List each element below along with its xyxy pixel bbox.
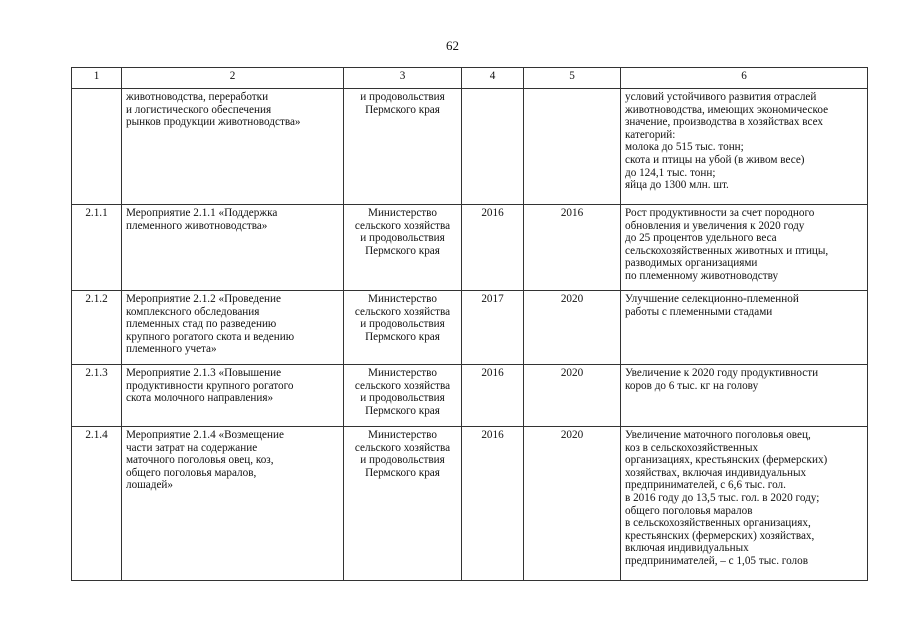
row-number: 2.1.4	[85, 429, 108, 441]
expected-result-line: яйца до 1300 млн. шт.	[625, 179, 729, 192]
executor-line: и продовольствия	[360, 318, 445, 331]
header-row	[72, 68, 868, 89]
start-year: 2016	[481, 207, 504, 219]
expected-result-line: разводимых организациями	[625, 257, 758, 270]
executor-line: Пермского края	[365, 466, 440, 479]
measure-name-cell	[122, 89, 344, 205]
executor-line: Министерство	[368, 367, 437, 379]
table-row	[72, 89, 868, 205]
measure-name-line: лошадей»	[126, 479, 173, 492]
executor-line: и продовольствия	[360, 454, 445, 467]
expected-result-line: Увеличение маточного поголовья овец,	[625, 429, 811, 441]
end-year-cell	[524, 291, 621, 365]
start-year-cell	[462, 365, 524, 427]
executor-line: и продовольствия	[360, 232, 445, 245]
measure-name-line: и логистического обеспечения	[126, 103, 272, 116]
measure-name-line: комплексного обследования	[126, 305, 260, 318]
measure-name-line: продуктивности крупного рогатого	[126, 379, 294, 392]
start-year-cell	[462, 427, 524, 581]
end-year-cell	[524, 205, 621, 291]
row-number: 2.1.1	[85, 207, 108, 219]
executor-line: сельского хозяйства	[354, 219, 451, 232]
row-number-cell	[72, 89, 122, 205]
measure-name-line: маточного поголовья овец, коз,	[126, 454, 274, 467]
executor-line: Министерство	[368, 429, 437, 441]
expected-result-line: в 2016 году до 13,5 тыс. гол. в 2020 году;	[625, 491, 820, 504]
expected-result-line: коз в сельскохозяйственных	[625, 441, 759, 454]
header-cell-5: 5	[524, 68, 621, 89]
expected-result-line: работы с племенными стадами	[625, 305, 773, 318]
expected-result-line: крестьянских (фермерских) хозяйствах,	[625, 529, 815, 542]
executor-cell	[344, 291, 462, 365]
expected-result-line: сельскохозяйственных животных и птицы,	[625, 244, 829, 257]
executor-cell	[344, 365, 462, 427]
executor-line: сельского хозяйства	[354, 441, 451, 454]
expected-result-line: категорий:	[625, 128, 676, 141]
executor-line: Пермского края	[365, 404, 440, 417]
expected-result-line: по племенному животноводству	[625, 269, 779, 282]
header-cell-6: 6	[621, 68, 868, 89]
expected-result-cell	[621, 89, 868, 205]
end-year-cell	[524, 89, 621, 205]
measure-name-line: скота молочного направления»	[126, 392, 274, 405]
start-year: 2017	[481, 293, 504, 305]
start-year-cell	[462, 291, 524, 365]
row-number-cell	[72, 365, 122, 427]
expected-result-line: предпринимателей, с 6,6 тыс. гол.	[625, 479, 786, 492]
expected-result-line: до 25 процентов удельного веса	[625, 232, 777, 245]
expected-result-line: в сельскохозяйственных организациях,	[625, 517, 811, 530]
expected-result-line: обновления и увеличения к 2020 году	[625, 219, 805, 232]
table-row	[72, 427, 868, 581]
expected-result-line: до 124,1 тыс. тонн;	[625, 166, 716, 179]
measure-name-line: племенных стад по разведению	[126, 318, 277, 331]
measure-name-line: племенного учета»	[126, 343, 217, 356]
measure-name-cell	[122, 427, 344, 581]
measure-name-cell	[122, 205, 344, 291]
expected-result-line: общего поголовья маралов	[625, 504, 753, 517]
start-year-cell	[462, 89, 524, 205]
start-year: 2016	[481, 367, 504, 379]
row-number-cell	[72, 427, 122, 581]
expected-result-cell	[621, 427, 868, 581]
expected-result-line: условий устойчивого развития отраслей	[625, 91, 817, 103]
end-year-cell	[524, 427, 621, 581]
table-row	[72, 365, 868, 427]
table-row	[72, 291, 868, 365]
measure-name-line: общего поголовья маралов,	[126, 466, 257, 479]
executor-cell	[344, 89, 462, 205]
measure-name-line: части затрат на содержание	[126, 441, 258, 454]
expected-result-line: Улучшение селекционно-племенной	[625, 293, 799, 305]
end-year: 2016	[560, 207, 584, 219]
end-year: 2020	[560, 429, 584, 441]
end-year: 2020	[560, 367, 584, 379]
end-year-cell	[524, 365, 621, 427]
row-number-cell	[72, 205, 122, 291]
row-number-cell	[72, 291, 122, 365]
measure-name-line: рынков продукции животноводства»	[126, 116, 301, 129]
measure-name-line: племенного животноводства»	[126, 219, 268, 232]
expected-result-line: предпринимателей, – с 1,05 тыс. голов	[625, 554, 809, 567]
header-cell-2: 2	[122, 68, 344, 89]
header-cell-4: 4	[462, 68, 524, 89]
executor-cell	[344, 427, 462, 581]
measure-name-line: Мероприятие 2.1.4 «Возмещение	[126, 429, 284, 441]
expected-result-cell	[621, 291, 868, 365]
executor-line: сельского хозяйства	[354, 379, 451, 392]
expected-result-cell	[621, 365, 868, 427]
expected-result-line: Рост продуктивности за счет породного	[625, 207, 815, 219]
header-cell-1: 1	[72, 68, 122, 89]
executor-line: Пермского края	[365, 330, 440, 343]
expected-result-line: коров до 6 тыс. кг на голову	[625, 379, 759, 392]
executor-line: Министерство	[368, 207, 437, 219]
executor-line: и продовольствия	[360, 392, 445, 405]
expected-result-line: значение, производства в хозяйствах всех	[625, 116, 824, 129]
expected-result-line: животноводства, имеющих экономическое	[625, 103, 829, 116]
measure-name-line: Мероприятие 2.1.2 «Проведение	[126, 293, 281, 305]
executor-line: и продовольствия	[360, 91, 445, 103]
row-number: 2.1.2	[85, 293, 108, 305]
start-year: 2016	[481, 429, 504, 441]
table-row	[72, 205, 868, 291]
executor-line: Пермского края	[365, 244, 440, 257]
executor-line: Министерство	[368, 293, 437, 305]
measure-name-line: животноводства, переработки	[126, 91, 269, 103]
header-cell-3: 3	[344, 68, 462, 89]
expected-result-cell	[621, 205, 868, 291]
measure-name-cell	[122, 365, 344, 427]
measure-name-line: Мероприятие 2.1.3 «Повышение	[126, 367, 282, 379]
row-number: 2.1.3	[85, 367, 108, 379]
measure-name-line: Мероприятие 2.1.1 «Поддержка	[126, 207, 278, 219]
measure-name-line: крупного рогатого скота и ведению	[126, 330, 295, 343]
expected-result-line: хозяйствах, включая индивидуальных	[625, 466, 807, 479]
executor-line: сельского хозяйства	[354, 305, 451, 318]
end-year: 2020	[560, 293, 584, 305]
page-number: 62	[446, 38, 459, 53]
executor-line: Пермского края	[365, 103, 440, 116]
executor-cell	[344, 205, 462, 291]
expected-result-line: организациях, крестьянских (фермерских)	[625, 454, 828, 467]
start-year-cell	[462, 205, 524, 291]
expected-result-line: Увеличение к 2020 году продуктивности	[625, 367, 819, 379]
expected-result-line: включая индивидуальных	[625, 542, 749, 555]
expected-result-line: скота и птицы на убой (в живом весе)	[625, 153, 805, 166]
measure-name-cell	[122, 291, 344, 365]
expected-result-line: молока до 515 тыс. тонн;	[625, 141, 744, 154]
program-table	[71, 67, 868, 581]
